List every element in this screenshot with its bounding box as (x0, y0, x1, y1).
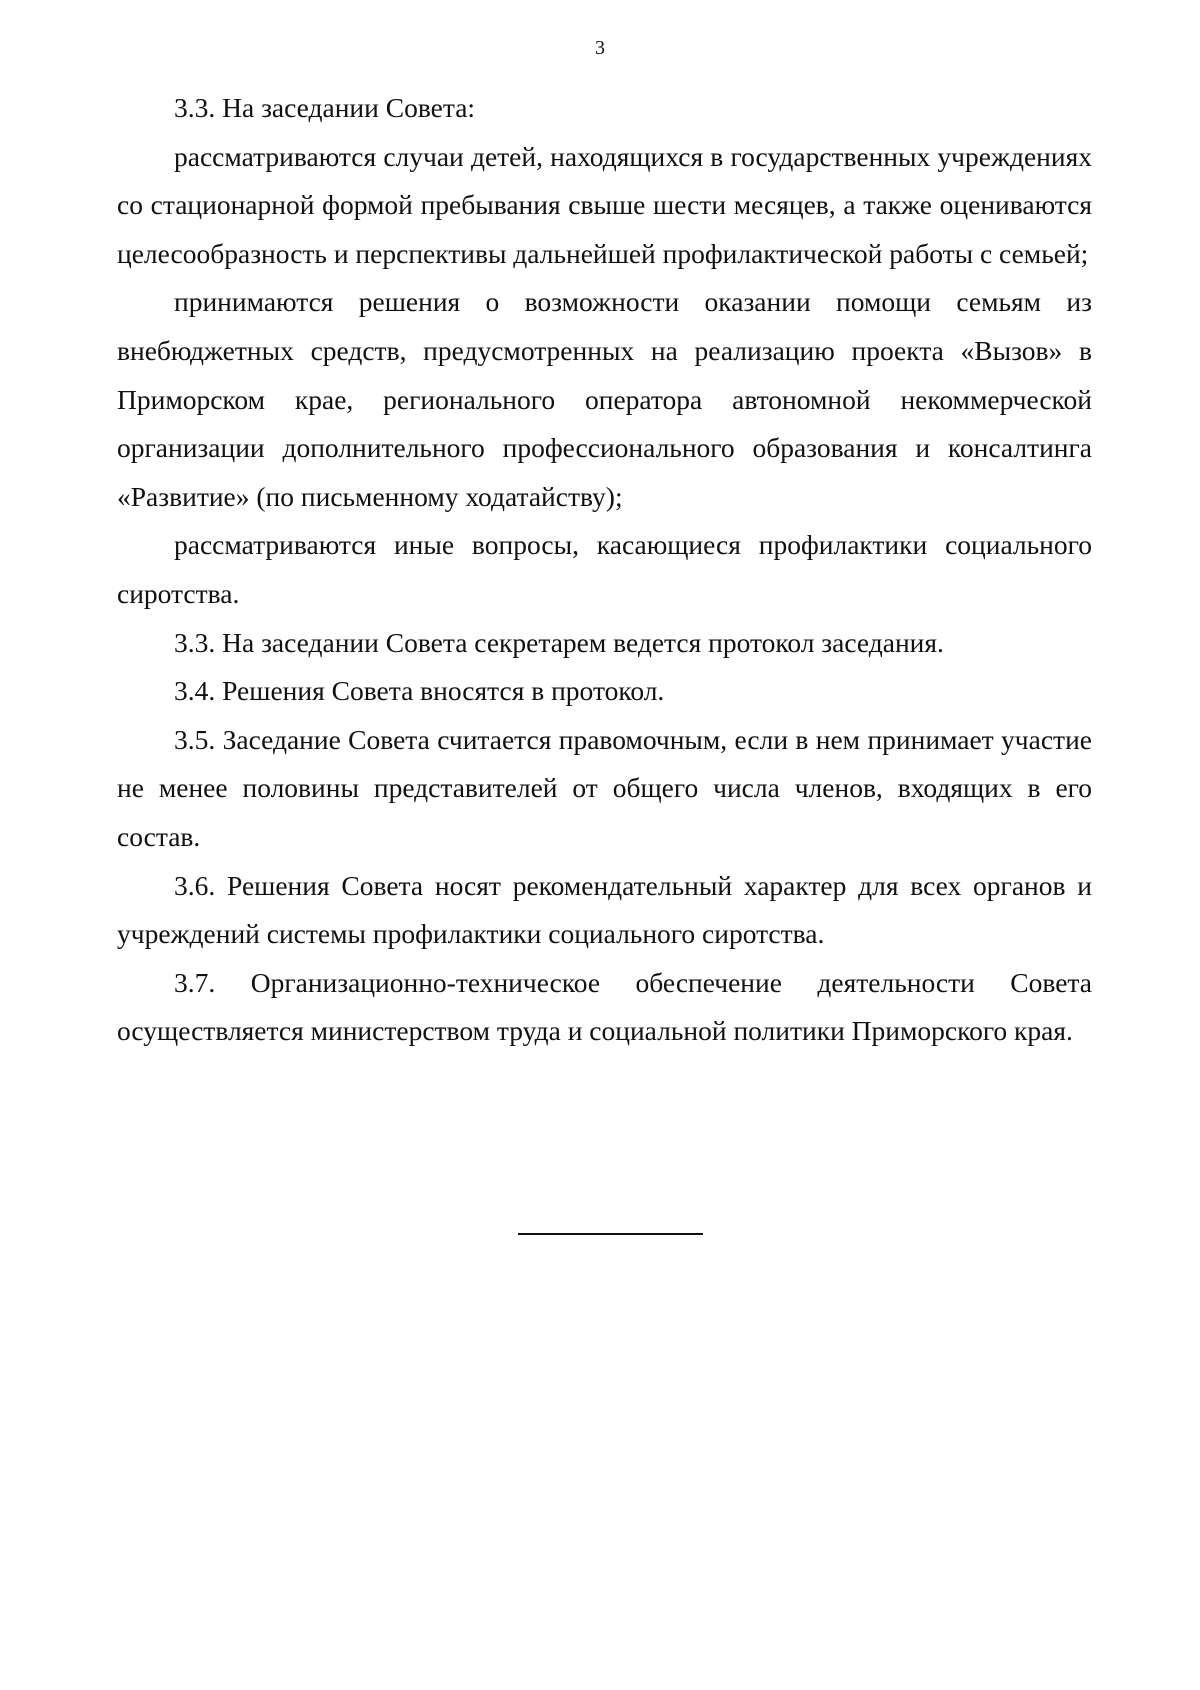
paragraph-3-6: 3.6. Решения Совета носят рекомендательный характер для всех органов и учреждений системы профилактики социального сиротства. (117, 869, 1092, 950)
paragraph-3-4: 3.4. Решения Совета вносятся в протокол. (174, 675, 665, 707)
page-number: 3 (595, 37, 605, 59)
paragraph-3-7: 3.7. Организационно-техническое обеспечение деятельности Совета осуществляется министерством труда и социальной политики Приморского края. (117, 966, 1092, 1047)
paragraph-other-questions: рассматриваются иные вопросы, касающиеся профилактики социального сиротства. (117, 529, 1092, 609)
paragraph-3-3-protocol: 3.3. На заседании Совета секретарем ведется протокол заседания. (174, 626, 944, 658)
paragraph-3-5: 3.5. Заседание Совета считается правомочным, если в нем принимает участие не менее половины представителей от общего числа членов, входящих в его состав. (117, 723, 1092, 852)
closing-rule (518, 1233, 703, 1235)
paragraph-cases-review: рассматриваются случаи детей, находящихся в государственных учреждениях со стационарной формой пребывания свыше шести месяцев, а также оцениваются целесообразность и перспективы дальнейшей профилактической работы с семьей; (117, 140, 1092, 269)
paragraph-3-3-heading: 3.3. На заседании Совета: (174, 92, 476, 123)
paragraph-assistance-decisions: принимаются решения о возможности оказании помощи семьям из внебюджетных средств, предусмотренных на реализацию проекта «Вызов» в Приморском крае, регионального оператора автономной некоммерческой организации дополнительного профессионального образования и консалтинга «Развитие» (по письменному ходатайству); (117, 286, 1092, 512)
document-body (117, 84, 1092, 1056)
